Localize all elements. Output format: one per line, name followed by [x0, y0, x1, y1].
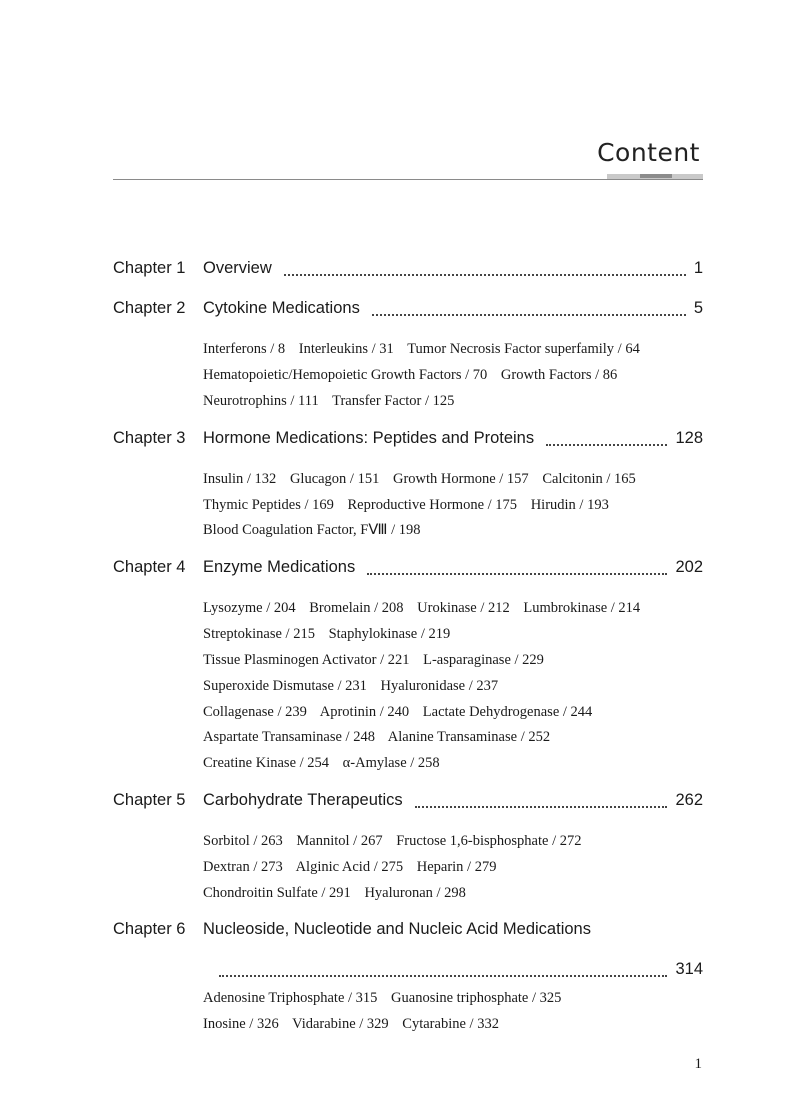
toc-entry[interactable]: Growth Factors / 86	[500, 367, 618, 383]
toc-section-line	[203, 341, 723, 361]
dot-leader	[367, 572, 667, 575]
toc-section-line	[203, 471, 723, 491]
toc-entry[interactable]: Chondroitin Sulfate / 291	[203, 885, 351, 901]
toc-entry[interactable]: Hematopoietic/Hemopoietic Growth Factors / 70	[203, 367, 488, 383]
toc-entry[interactable]: Hyaluronidase / 237	[380, 678, 499, 694]
toc-entry[interactable]: Guanosine triphosphate / 325	[391, 990, 562, 1006]
toc-section-line	[203, 497, 723, 517]
chapter-title: Nucleoside, Nucleotide and Nucleic Acid Medications	[203, 920, 591, 938]
toc-entry[interactable]: Thymic Peptides / 169	[203, 497, 334, 513]
toc-section-line	[203, 367, 723, 387]
chapter-page: 5	[693, 299, 703, 317]
chapter-title: Cytokine Medications	[203, 299, 360, 317]
chapter-title: Overview	[203, 259, 272, 277]
toc-entry[interactable]: Mannitol / 267	[296, 833, 383, 849]
dot-leader	[372, 313, 686, 316]
toc-entry[interactable]: Tumor Necrosis Factor superfamily / 64	[407, 341, 640, 357]
toc-entry[interactable]: α-Amylase / 258	[342, 755, 440, 771]
toc-entry[interactable]: Neurotrophins / 111	[203, 393, 319, 409]
toc-section-line	[203, 990, 723, 1010]
toc-entry[interactable]: Dextran / 273	[203, 859, 283, 875]
toc-entry[interactable]: Glucagon / 151	[289, 471, 380, 487]
toc-chapter-1[interactable]	[113, 259, 703, 283]
chapter-page: 128	[675, 429, 703, 447]
toc-section-line	[203, 859, 723, 879]
toc-chapter-4[interactable]	[113, 558, 703, 582]
toc-entry[interactable]: Streptokinase / 215	[203, 626, 315, 642]
toc-entry[interactable]: Hyaluronan / 298	[364, 885, 466, 901]
chapter-number: Chapter 3	[113, 429, 186, 447]
toc-entry[interactable]: Insulin / 132	[203, 471, 277, 487]
toc-entry[interactable]: Alginic Acid / 275	[295, 859, 404, 875]
chapter-number: Chapter 4	[113, 558, 186, 576]
toc-entry[interactable]: Bromelain / 208	[309, 600, 404, 616]
toc-entry[interactable]: Interferons / 8	[203, 341, 286, 357]
toc-entry[interactable]: Staphylokinase / 219	[328, 626, 451, 642]
toc-entry[interactable]: Aspartate Transaminase / 248	[203, 729, 375, 745]
dot-leader	[546, 443, 667, 446]
toc-entry[interactable]: Hirudin / 193	[530, 497, 609, 513]
toc-entry[interactable]: Urokinase / 212	[417, 600, 510, 616]
chapter-number: Chapter 6	[113, 920, 186, 938]
toc-section-line	[203, 729, 723, 749]
toc-entry[interactable]: L-asparaginase / 229	[423, 652, 544, 668]
header-rule	[113, 179, 703, 180]
toc-entry[interactable]: Inosine / 326	[203, 1016, 279, 1032]
chapter-page: 1	[693, 259, 703, 277]
toc-chapter-6-leader[interactable]	[219, 960, 703, 984]
toc-entry[interactable]: Blood Coagulation Factor, FⅧ / 198	[203, 522, 421, 538]
toc-entry[interactable]: Tissue Plasminogen Activator / 221	[203, 652, 410, 668]
toc-section-line	[203, 393, 723, 413]
toc-chapter-6[interactable]	[113, 920, 703, 944]
toc-chapter-5[interactable]	[113, 791, 703, 815]
toc-entry[interactable]: Sorbitol / 263	[203, 833, 283, 849]
toc-section-line	[203, 755, 723, 775]
toc-entry[interactable]: Lysozyme / 204	[203, 600, 296, 616]
dot-leader	[284, 273, 686, 276]
toc-section-line	[203, 833, 723, 853]
header-accent-mark	[640, 174, 672, 178]
toc-entry[interactable]: Heparin / 279	[416, 859, 497, 875]
toc-section-line	[203, 885, 723, 905]
toc-entry[interactable]: Interleukins / 31	[298, 341, 394, 357]
toc-entry[interactable]: Creatine Kinase / 254	[203, 755, 330, 771]
chapter-number: Chapter 5	[113, 791, 186, 809]
dot-leader	[219, 974, 667, 977]
chapter-page: 262	[675, 791, 703, 809]
toc-entry[interactable]: Collagenase / 239	[203, 704, 307, 720]
toc-section-line	[203, 522, 723, 542]
toc-entry[interactable]: Superoxide Dismutase / 231	[203, 678, 367, 694]
toc-chapter-3[interactable]	[113, 429, 703, 453]
toc-chapter-2[interactable]	[113, 299, 703, 323]
toc-entry[interactable]: Lumbrokinase / 214	[523, 600, 641, 616]
toc-entry[interactable]: Cytarabine / 332	[402, 1016, 499, 1032]
toc-section-line	[203, 626, 723, 646]
toc-entry[interactable]: Alanine Transaminase / 252	[387, 729, 551, 745]
chapter-page: 314	[675, 960, 703, 978]
toc-entry[interactable]: Calcitonin / 165	[542, 471, 636, 487]
toc-section-line	[203, 678, 723, 698]
toc-entry[interactable]: Aprotinin / 240	[319, 704, 410, 720]
toc-section-line	[203, 704, 723, 724]
chapter-title: Carbohydrate Therapeutics	[203, 791, 403, 809]
chapter-title: Enzyme Medications	[203, 558, 356, 576]
toc-section-line	[203, 652, 723, 672]
toc-section-line	[203, 600, 723, 620]
toc-entry[interactable]: Reproductive Hormone / 175	[347, 497, 518, 513]
dot-leader	[415, 805, 668, 808]
toc-entry[interactable]: Growth Hormone / 157	[392, 471, 529, 487]
toc-entry[interactable]: Lactate Dehydrogenase / 244	[422, 704, 593, 720]
chapter-number: Chapter 1	[113, 259, 186, 277]
chapter-title: Hormone Medications: Peptides and Proteins	[203, 429, 535, 447]
toc-entry[interactable]: Vidarabine / 329	[292, 1016, 389, 1032]
page-title: Content	[597, 138, 700, 167]
toc-entry[interactable]: Adenosine Triphosphate / 315	[203, 990, 378, 1006]
page-number: 1	[694, 1056, 702, 1072]
toc-entry[interactable]: Fructose 1,6-bisphosphate / 272	[396, 833, 582, 849]
toc-entry[interactable]: Transfer Factor / 125	[332, 393, 455, 409]
chapter-page: 202	[675, 558, 703, 576]
toc-section-line	[203, 1016, 723, 1036]
chapter-number: Chapter 2	[113, 299, 186, 317]
